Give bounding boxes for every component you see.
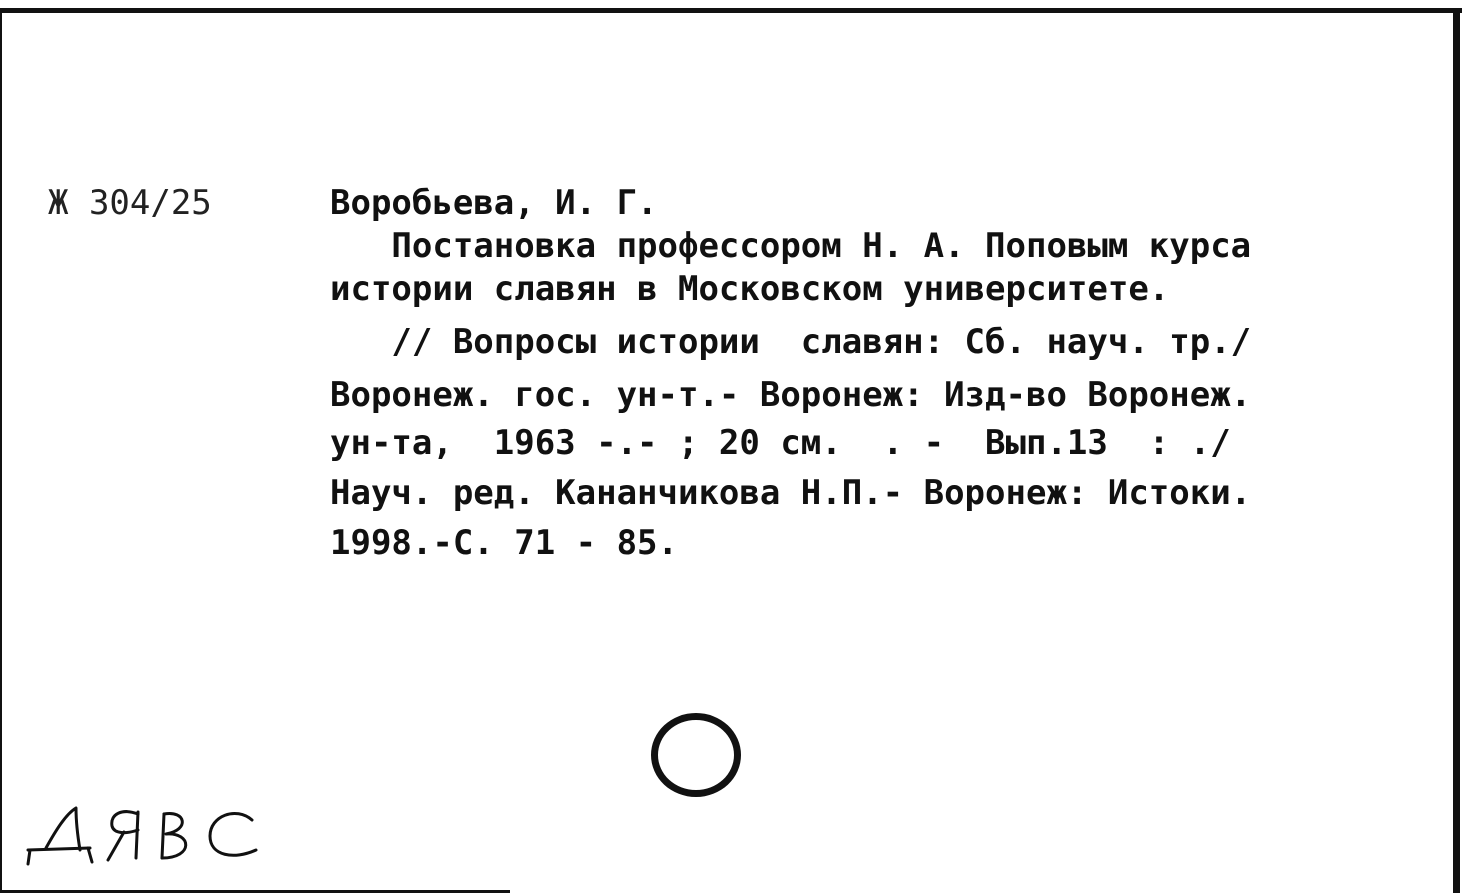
- card-border-left: [0, 8, 2, 893]
- entry-line: Постановка профессором Н. А. Поповым курса: [330, 226, 1252, 266]
- handwritten-mark: [26, 800, 266, 870]
- entry-line: 1998.-С. 71 - 85.: [330, 523, 678, 563]
- entry-line: Воронеж. гос. ун-т.- Воронеж: Изд-во Воронеж.: [330, 375, 1252, 415]
- card-border-right: [1453, 8, 1460, 893]
- bibliographic-entry: [330, 183, 1252, 563]
- entry-line: // Вопросы истории славян: Сб. науч. тр./: [330, 322, 1252, 362]
- entry-line: Науч. ред. Кананчикова Н.П.- Воронеж: Истоки.: [330, 473, 1252, 513]
- entry-line: ун-та, 1963 -.- ; 20 см. . - Вып.13 : ./: [330, 423, 1231, 463]
- shelf-mark: Ж 304/25: [48, 183, 212, 223]
- punch-hole: [651, 713, 741, 797]
- entry-line-author: Воробьева, И. Г.: [330, 183, 658, 223]
- card-border-top: [0, 8, 1462, 13]
- entry-line: истории славян в Московском университете.: [330, 269, 1170, 309]
